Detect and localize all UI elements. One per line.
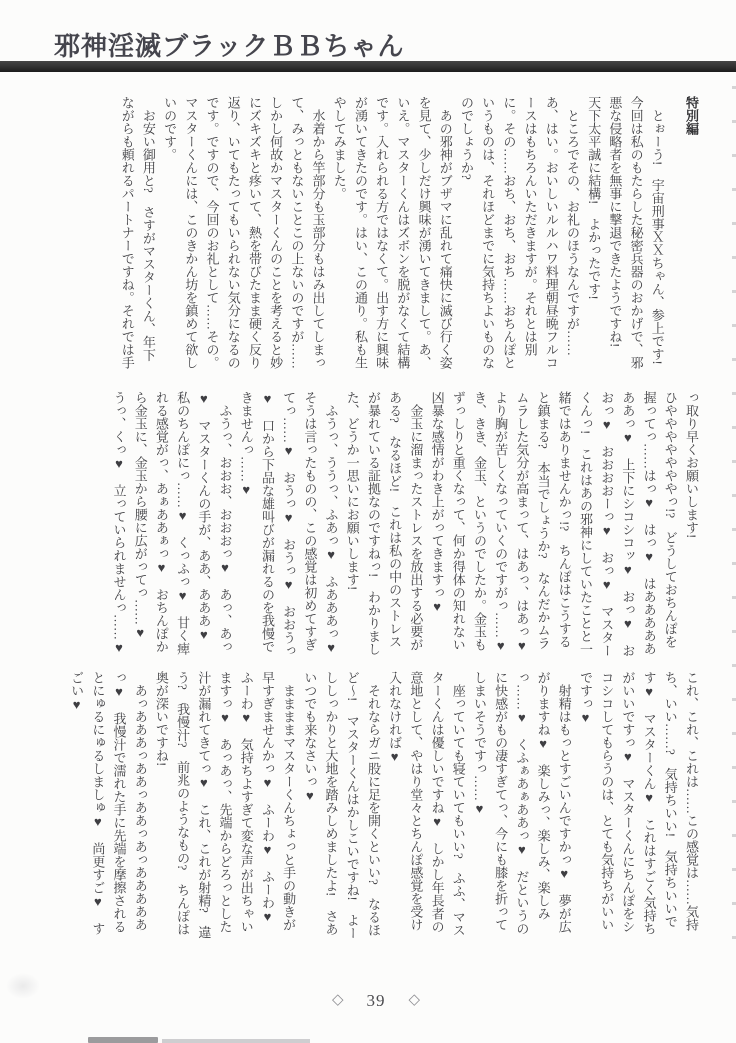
title-divider-rule [0,61,736,72]
paragraph: あの邪神がブザマに乱れて痛快に滅び行く姿を見て、少しだけ興味が湧いてきまして。あ、いえ。マスターくんはズボンを脱がなくて結構です。入れられる方ではなくて。出す方に興味が湧いてきたのです。はい、この通り。私も生やしてみました。 [331,96,453,369]
paragraph: お安い御用と? さすがマスターくん、年下ながらも頼れるパートナーですね。それでは手 [119,96,156,369]
page-footer [8,992,736,1009]
page-number: 39 [366,991,386,1010]
scan-artifact-bar [88,1037,158,1043]
paragraph: っ取り早くお願いします! [684,391,699,539]
text-band-2 [76,391,702,666]
text-band-3 [69,671,702,941]
paragraph: 水着から竿部分も玉部分もはみ出してしまって、みっともないことこの上ないのですが……しかし何故かマスターくんのことを考えると妙にズキズキと疼いて、熱を帯びたまま硬く反り返り、いてもたってもいられない気分になるのです。ですので、今回のお礼として……その。マスターくんには、このきかん坊を鎮めて欲しいのです。 [162,96,326,369]
scan-artifact-bar-light [162,1039,310,1043]
paragraph: ままままマスターくんちょっと手の動きが早すぎませんかっ♥ ふーわ♥ ふーわ♥ ふーわ♥ 気持ちよすぎて変な声が出ちゃいますっ♥ あっあっ、先端からどろっとした汁が漏れてきてっ♥ これ、これが射精? 違う? 我慢汁? 前兆のようなもの? ちんぽは奥が深いですね! [153,671,297,939]
paragraph: 金玉に溜まったストレスを放出する必要がある? なるほど! これは私の中のストレスが暴れている証拠なのですねっ! わかりました、どうか一思いにお願いします! [344,391,424,656]
text-band-1 [76,96,702,378]
paragraph: 座っていても寝ていてもいい? ふふ、マスターくんは優しいですね♥ しかし年長者の意地として、やはり堂々とちんぽ感覚を受け入れなければ♥ [387,671,466,937]
paragraph: あっあああっああっああっあっあああああっ♥ 我慢汁で濡れた手に先端を摩擦されるとにゅるにゅるしましゅ♥ 尚更すご♥ すごい♥ [69,671,148,935]
paragraph: これ、これ、これは……この感覚は……気持ち、いい……? 気持ちいい! 気持ちいいです♥ マスターくん♥ これはすごく気持ちがいいですっ♥ マスターくんにちんぽをシコシコしてもらうのは、とても気持ちがいいですっ♥ [577,671,699,935]
paragraph: ところでその、お礼のほうなんですが……あ、はい。おいしいルルハワ料理朝昼晩フルコースはもちろんいただきますが。それとは別に。その……おち、おち、おち……おちんぽというものは、それほどまでに気持ちよいものなのでしょうか? [458,96,580,369]
binding-edge-marks [732,86,736,958]
section-heading: 特別編 [684,96,699,135]
footer-diamond-left-icon: ◇ [331,992,344,1008]
paragraph: ひやややややややっ!? どうしておちんぽを握ってっ……はっ♥ はっ♥ はあああああああっ♥ 上下にシコシコッ♥ おっ♥ おおっ♥ おおおおーっ♥ おっ♥ マスターくんっ! これはあの邪神にしていたことと一緒ではありませんかっ!? ちんぽはこうすると鎮まる? 本当でしょうか? なんだかムラムラした気分が高まって、はあっ、はあっ♥ より胸が苦しくなっていくのですがっ……♥ き、きき、金玉、というのでしたか。金玉もずっしりと重くなって、何か得体の知れない凶暴な感情がわき上がってきますっ♥ [429,391,678,666]
page-title: 邪神淫滅ブラックＢＢちゃん [54,32,405,61]
paragraph: そうは言ったものの、この感覚は初めてすぎてっ……♥ おうっ♥ おうっ♥ おおうっ♥ 口から下品な雄叫びが漏れるのを我慢できませんっ……♥ [238,391,318,657]
paragraph: それならガニ股に足を開くといい? なるほど〜! マスターくんはかしこいですね! よーししっかりと大地を踏みしめましたよ! さあいつでも来なさいっ♥ [302,671,381,940]
paragraph: ふうっ、おおお、おおおっ♥ あっ、あっ♥ マスターくんの手が、ああ、あああ♥ 私のちんぽにっ……♥ くっふっ♥ 甘く痺れる感覚がっ、あぁああぁっ♥ おちんぽから金玉に、金玉から腰に広がってっ……♥ うっ、くっ♥ 立っていられませんっ……♥ [111,391,233,655]
footer-diamond-right-icon: ◇ [408,992,421,1008]
paragraph: ふうっ、ううっ、ふあっ♥ ふあああっ♥ [323,404,339,655]
paragraph: 射精はもっとすごいんですかっ♥ 夢が広がりますね♥ 楽しみっ、楽しみ、楽しみっ……♥ くふぁあぁああっ♥ だというのに快感がもの凄すぎてっ、今にも膝を折ってしまいそうですっ……♥ [471,671,572,935]
paragraph: とぉーう! 宇宙刑事ＸＸちゃん、参上です! 今回は私のもたらした秘密兵器のおかげで、邪悪な侵略者を無事に撃退できたようですね! 天下太平誠に結構! よかったです! [586,96,665,378]
